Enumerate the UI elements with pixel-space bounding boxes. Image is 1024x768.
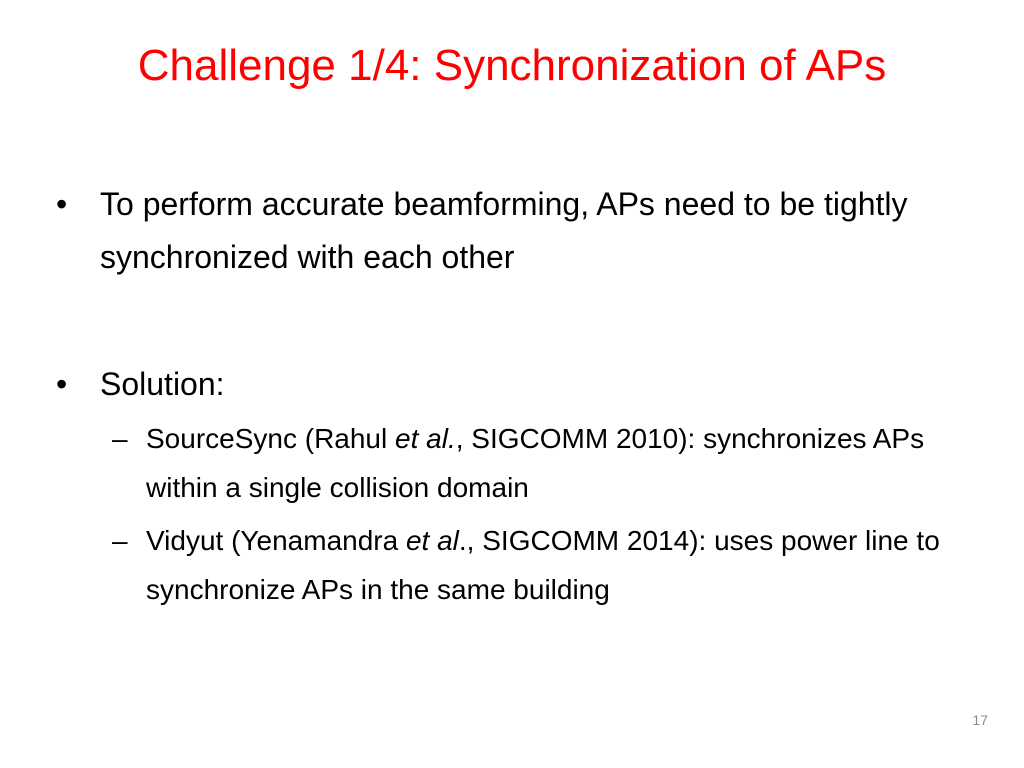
sub-bullet-text-end: , SIGCOMM 2010): synchronizes APs within a single collision domain <box>146 423 925 503</box>
spacer <box>56 284 976 358</box>
sub-bullet-item <box>56 414 976 512</box>
sub-bullet-list <box>56 414 976 614</box>
sub-bullet-text-start: SourceSync (Rahul <box>146 423 396 454</box>
sub-bullet-text-start: Vidyut (Yenamandra <box>146 525 406 556</box>
sub-bullet-item <box>56 516 976 614</box>
slide-body <box>56 178 976 618</box>
sub-bullet-text <box>146 423 924 503</box>
bullet-text: To perform accurate beamforming, APs need to be tightly synchronized with each other <box>100 186 908 275</box>
sub-bullet-marker: – <box>112 525 128 556</box>
bullet-item <box>56 358 976 411</box>
bullet-marker: • <box>56 186 68 222</box>
sub-bullet-text <box>146 525 940 605</box>
citation-emphasis: et al <box>405 525 459 556</box>
sub-bullet-marker: – <box>112 423 128 454</box>
bullet-item <box>56 178 976 284</box>
citation-emphasis: et al. <box>395 423 456 454</box>
sub-bullet-text-end: ., SIGCOMM 2014): uses power line to synchronize APs in the same building <box>146 525 940 605</box>
bullet-marker: • <box>56 366 68 402</box>
page-number: 17 <box>972 712 988 728</box>
slide-title: Challenge 1/4: Synchronization of APs <box>137 41 887 90</box>
bullet-text: Solution: <box>100 366 225 402</box>
